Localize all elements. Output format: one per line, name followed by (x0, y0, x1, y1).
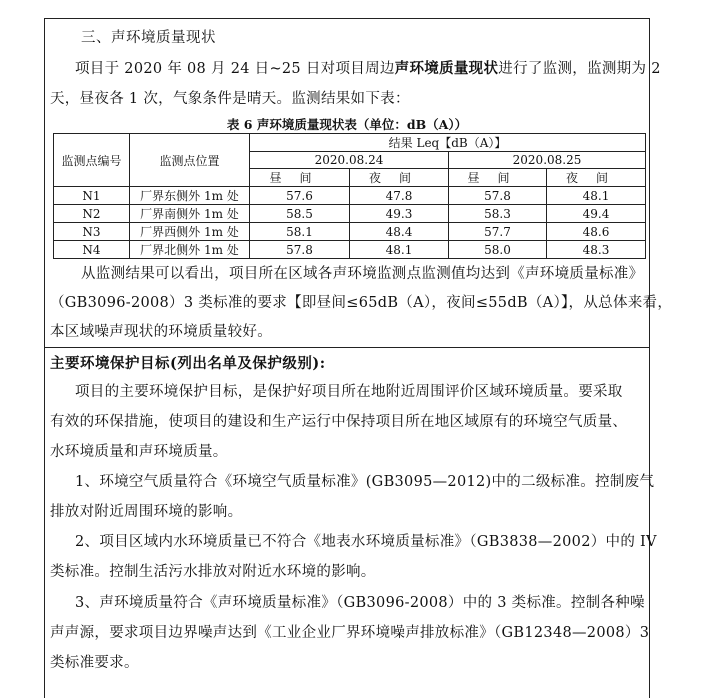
header-result: 结果 Leq【dB（A）】 (250, 134, 646, 152)
table-row: N3 厂界西侧外 1m 处 58.1 48.4 57.7 48.6 (54, 223, 646, 241)
intro-line-2: 天，昼夜各 1 次，气象条件是晴天。监测结果如下表： (50, 91, 410, 107)
p1-line-1: 项目的主要环境保护目标，是保护好项目所在地附近周围评价区域环境质量。要采取 (75, 384, 623, 400)
table-row: N4 厂界北侧外 1m 处 57.8 48.1 58.0 48.3 (54, 241, 646, 259)
conclusion-line-2: （GB3096-2008）3 类标准的要求【即昼间≤65dB（A），夜间≤55dB（A）】，从总体来看， (50, 295, 673, 311)
table-caption: 表 6 声环境质量现状表（单位：dB（A）） (226, 117, 468, 132)
p1-line-2: 有效的环保措施，使项目的建设和生产运行中保持项目所在地区域原有的环境空气质量、 (50, 414, 628, 430)
header-day: 昼间 (250, 169, 350, 187)
intro-emphasis: 声环境质量现状 (394, 60, 499, 77)
table-row: N1 厂界东侧外 1m 处 57.6 47.8 57.8 48.1 (54, 187, 646, 205)
p2-line-2: 排放对附近周围环境的影响。 (50, 504, 243, 520)
p4-line-3: 类标准要求。 (50, 655, 139, 671)
p3-line-2: 类标准。控制生活污水排放对附近水环境的影响。 (50, 564, 376, 580)
header-night: 夜间 (350, 169, 449, 187)
table-row: N2 厂界南侧外 1m 处 58.5 49.3 58.3 49.4 (54, 205, 646, 223)
header-night: 夜间 (547, 169, 646, 187)
document-frame (44, 18, 673, 698)
conclusion-line-3: 本区域噪声现状的环境质量较好。 (50, 324, 272, 340)
header-point-id: 监测点编号 (54, 134, 130, 187)
header-date-2: 2020.08.25 (449, 152, 646, 169)
p4-line-2: 声声源，要求项目边界噪声达到《工业企业厂界环境噪声排放标准》（GB12348—2008）3 (50, 625, 650, 641)
header-location: 监测点位置 (130, 134, 250, 187)
p3-line-1: 2、项目区域内水环境质量已不符合《地表水环境质量标准》（GB3838—2002）中的 IV (75, 534, 657, 550)
noise-quality-section (45, 19, 673, 348)
noise-table (53, 133, 646, 259)
p4-line-1: 3、声环境质量符合《声环境质量标准》（GB3096-2008）中的 3 类标准。控制各种噪 (75, 595, 645, 611)
header-day: 昼间 (449, 169, 547, 187)
intro-line-1: 项目于 2020 年 08 月 24 日~25 日对项目周边声环境质量现状进行了监测，监测期为 2 (75, 60, 661, 77)
p2-line-1: 1、环境空气质量符合《环境空气质量标准》(GB3095—2012)中的二级标准。控制废气 (75, 474, 655, 490)
conclusion-line-1: 从监测结果可以看出，项目所在区域各声环境监测点监测值均达到《声环境质量标准》 (81, 266, 644, 282)
header-date-1: 2020.08.24 (250, 152, 449, 169)
targets-heading: 主要环境保护目标(列出名单及保护级别): (50, 355, 326, 372)
p1-line-3: 水环境质量和声环境质量。 (50, 444, 228, 460)
section-heading: 三、声环境质量现状 (81, 30, 216, 46)
